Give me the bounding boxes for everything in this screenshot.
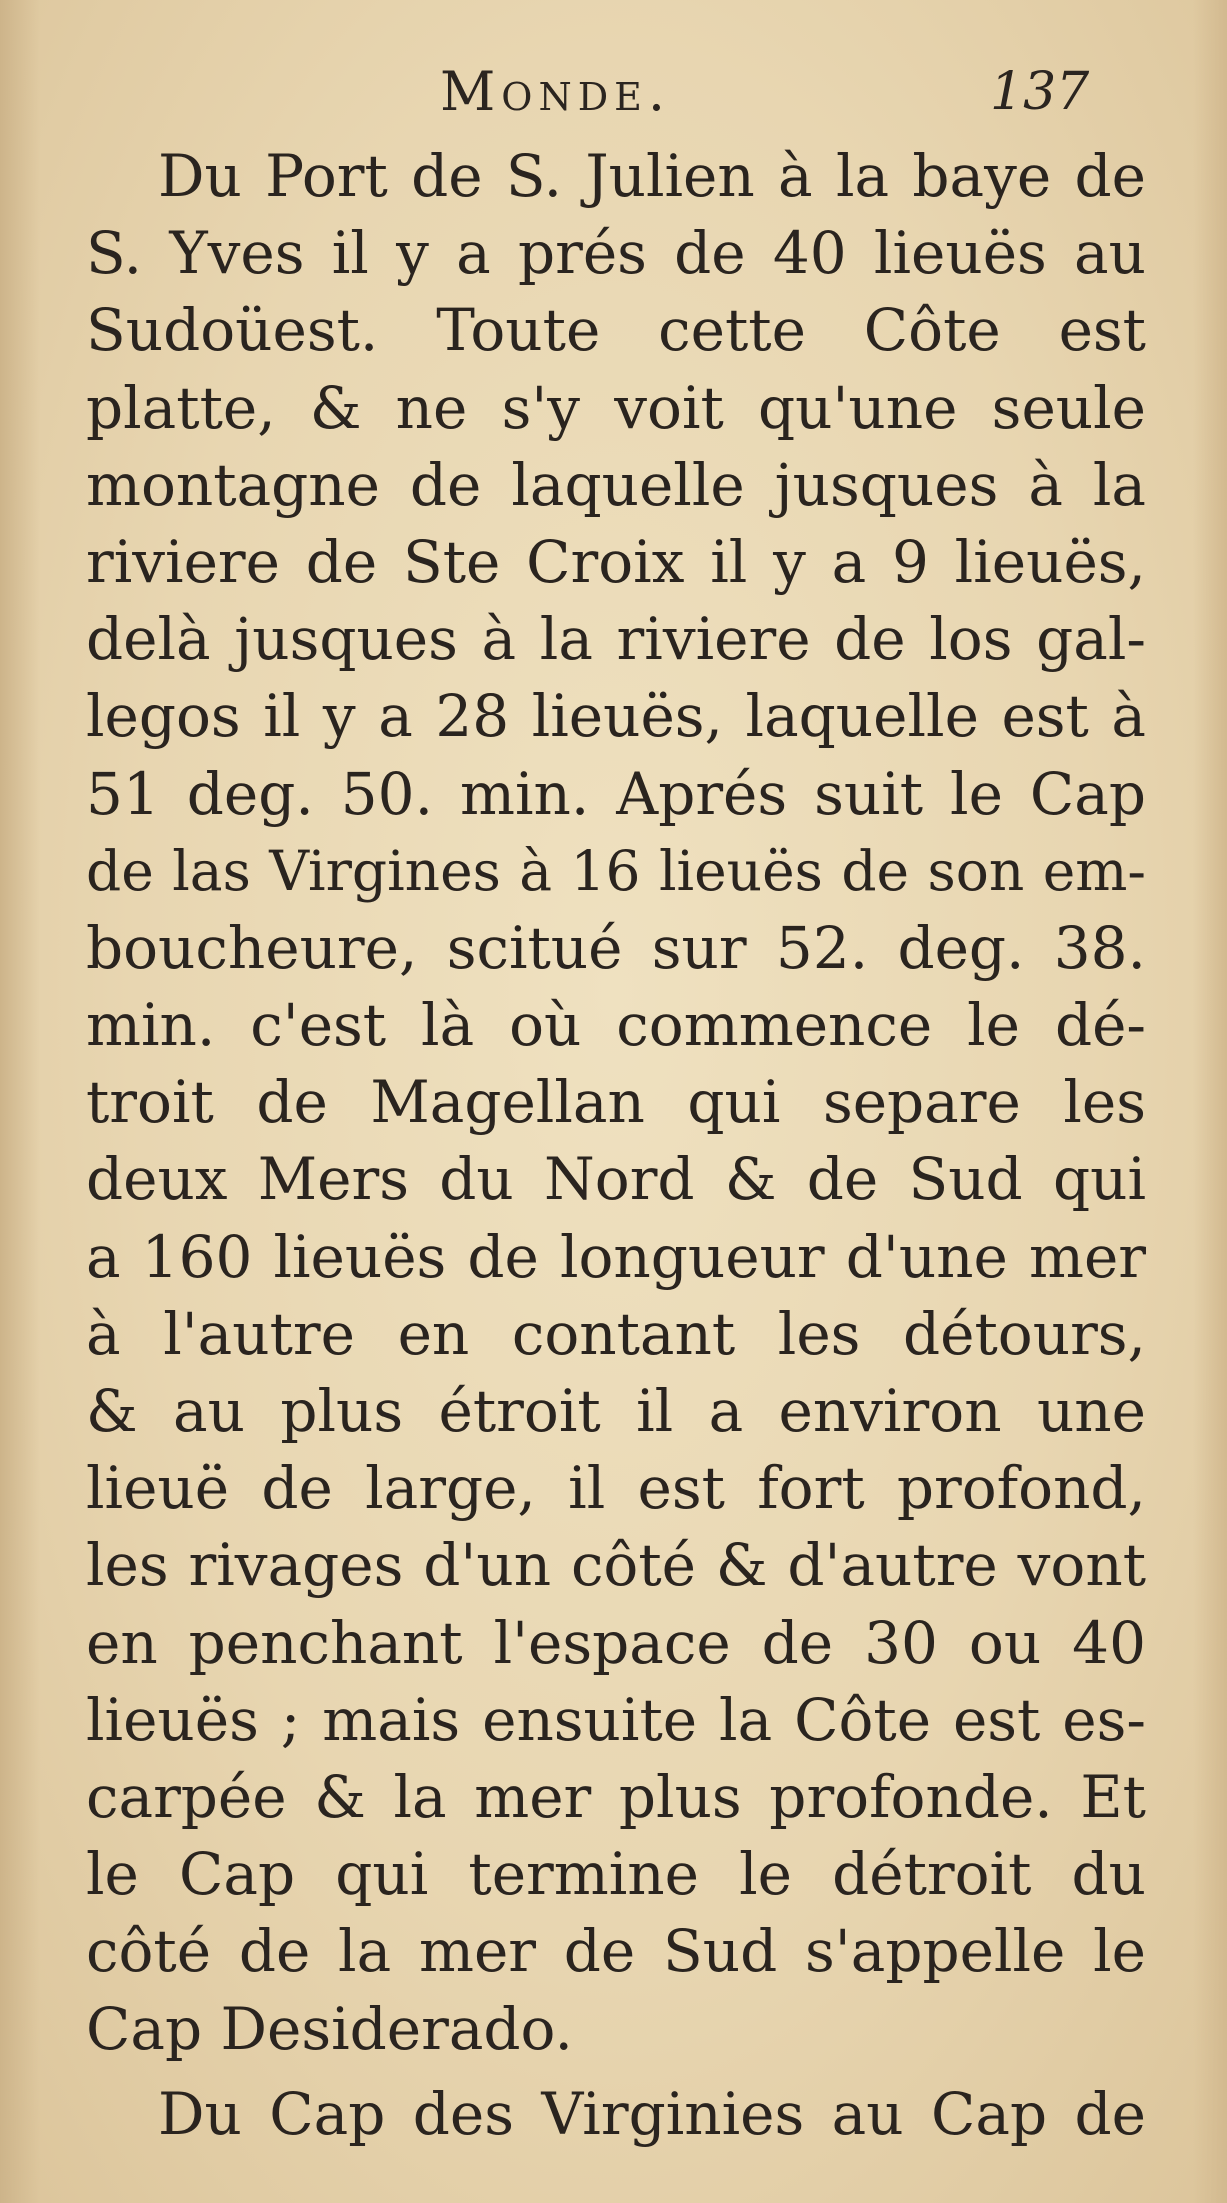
text-line: montagne de laquelle jusques à la — [86, 450, 1146, 519]
text-line: les rivages d'un côté & d'autre vont — [86, 1531, 1146, 1600]
page-edge-right — [1193, 0, 1227, 2203]
text-line: Sudoüest. Toute cette Côte est — [86, 296, 1146, 365]
text-line: legos il y a 28 lieuës, laquelle est à — [86, 682, 1146, 751]
text-line: Cap Desiderado. — [86, 1994, 573, 2063]
text-line: 51 deg. 50. min. Aprés suit le Cap — [86, 759, 1146, 828]
text-line: deux Mers du Nord & de Sud qui — [86, 1145, 1146, 1214]
text-line: à l'autre en contant les détours, — [86, 1299, 1146, 1368]
text-line: riviere de Ste Croix il y a 9 lieuës, — [86, 527, 1146, 596]
running-head: Monde. — [440, 60, 672, 123]
text-line: a 160 lieuës de longueur d'une mer — [86, 1222, 1146, 1291]
body-text — [86, 138, 1146, 2153]
text-line: delà jusques à la riviere de los gal- — [86, 605, 1146, 674]
text-line: carpée & la mer plus profonde. Et — [86, 1762, 1146, 1831]
page-number: 137 — [990, 62, 1090, 122]
text-line: le Cap qui termine le détroit du — [86, 1840, 1146, 1909]
text-line: en penchant l'espace de 30 ou 40 — [86, 1608, 1146, 1677]
text-line: Du Port de S. Julien à la baye de — [158, 142, 1146, 210]
text-line: Du Cap des Virginies au Cap de — [158, 2079, 1146, 2148]
text-line: platte, & ne s'y voit qu'une seule — [86, 373, 1146, 442]
text-line: côté de la mer de Sud s'appelle le — [86, 1917, 1146, 1986]
text-line: de las Virgines à 16 lieuës de son em- — [86, 838, 1146, 903]
page-edge-left — [0, 0, 40, 2203]
text-line: boucheure, scitué sur 52. deg. 38. — [86, 913, 1146, 982]
text-line: lieuë de large, il est fort profond, — [86, 1454, 1146, 1523]
text-line: lieuës ; mais ensuite la Côte est es- — [86, 1685, 1146, 1754]
text-line: min. c'est là où commence le dé- — [86, 991, 1146, 1060]
text-line: S. Yves il y a prés de 40 lieuës au — [86, 219, 1146, 288]
page-header — [0, 60, 1227, 140]
text-line: troit de Magellan qui separe les — [86, 1068, 1146, 1137]
text-line: & au plus étroit il a environ une — [86, 1377, 1146, 1445]
